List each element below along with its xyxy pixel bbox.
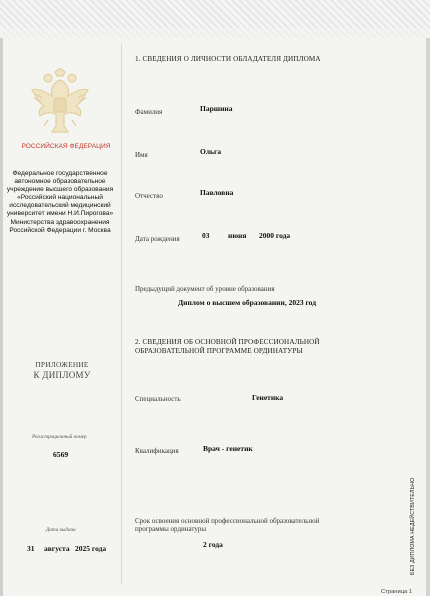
name-value: Ольга <box>200 147 222 156</box>
reg-number-label: Регистрационный номер <box>32 434 87 440</box>
appendix-title-line1: ПРИЛОЖЕНИЕ <box>35 360 89 369</box>
qualification-label: Квалификация <box>135 447 179 455</box>
right-page-edge <box>426 38 430 596</box>
issue-day: 31 <box>27 544 35 553</box>
security-pattern-band <box>0 0 430 38</box>
program-term-value: 2 года <box>203 540 223 549</box>
patronymic-value: Павловна <box>200 188 234 197</box>
left-page-edge <box>0 38 3 596</box>
validity-note: БЕЗ ДИПЛОМА НЕДЕЙСТВИТЕЛЬНО <box>410 477 416 575</box>
prev-document-label: Предыдущий документ об уровне образования <box>135 285 275 293</box>
surname-label: Фамилия <box>135 108 163 116</box>
specialty-value: Генетика <box>252 393 284 402</box>
birth-date-label: Дата рождения <box>135 235 180 243</box>
birth-year: 2000 года <box>259 231 291 240</box>
program-term-label-line1: Срок освоения основной профессиональной образовательной <box>135 517 320 525</box>
specialty-label: Специальность <box>135 395 181 403</box>
issue-month: августа <box>44 544 70 553</box>
organization-name: Федеральное государственное автономное образовательное учреждение высшего образования «Российский национальный исследовательский медицинский университет имени Н.И.Пирогова» Министерства здравоохранения Российской Федерации г. Москва <box>6 170 114 234</box>
appendix-title-line2: К ДИПЛОМУ <box>33 370 91 380</box>
section2-heading-line1: 2. СВЕДЕНИЯ ОБ ОСНОВНОЙ ПРОФЕССИОНАЛЬНОЙ <box>135 338 320 346</box>
prev-document-value: Диплом о высшем образовании, 2023 год <box>178 298 316 307</box>
column-divider <box>121 44 122 584</box>
section1-heading: 1. СВЕДЕНИЯ О ЛИЧНОСТИ ОБЛАДАТЕЛЯ ДИПЛОМА <box>135 55 321 63</box>
appendix-title <box>20 360 104 380</box>
page-number: Страница 1 <box>381 589 413 595</box>
issue-year: 2025 года <box>75 544 107 553</box>
name-label: Имя <box>135 151 148 159</box>
section2-heading-line2: ОБРАЗОВАТЕЛЬНОЙ ПРОГРАММЕ ОРДИНАТУРЫ <box>135 347 303 355</box>
double-headed-eagle-icon <box>28 68 92 136</box>
birth-month: июня <box>228 231 247 240</box>
program-term-label-line2: программы ординатуры <box>135 525 207 533</box>
issue-date-label: Дата выдачи <box>46 527 76 533</box>
patronymic-label: Отчество <box>135 192 163 200</box>
surname-value: Паршина <box>200 104 233 113</box>
birth-day: 03 <box>202 231 210 240</box>
federation-title: РОССИЙСКАЯ ФЕДЕРАЦИЯ <box>21 143 111 150</box>
qualification-value: Врач - генетик <box>203 444 253 453</box>
reg-number: 6569 <box>53 450 69 459</box>
